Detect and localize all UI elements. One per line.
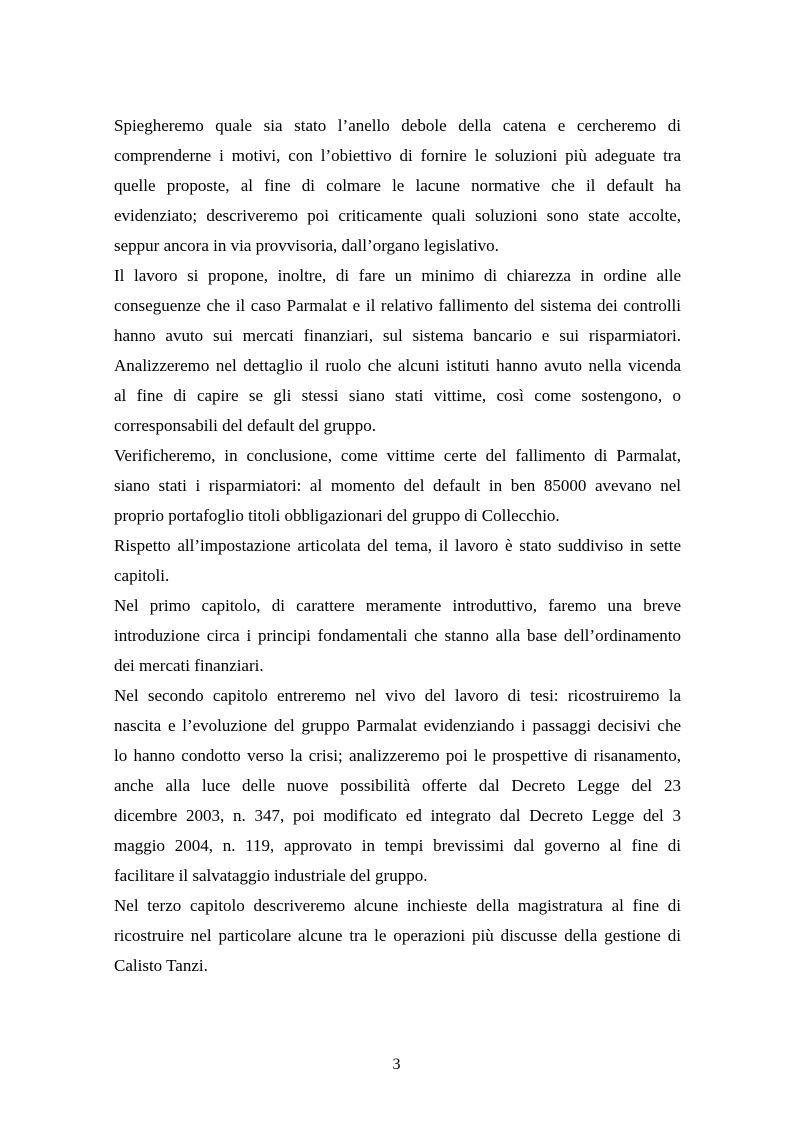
text-line: maggio 2004, n. 119, approvato in tempi brevissimi dal governo al fine di — [114, 836, 681, 855]
text-line: conseguenze che il caso Parmalat e il relativo fallimento del sistema dei controlli — [114, 296, 681, 315]
text-line: nascita e l’evoluzione del gruppo Parmalat evidenziando i passaggi decisivi che — [114, 716, 681, 735]
text-line: anche alla luce delle nuove possibilità offerte dal Decreto Legge del 23 — [114, 776, 681, 795]
paragraph-6 — [114, 681, 681, 891]
text-line: Verificheremo, in conclusione, come vittime certe del fallimento di Parmalat, — [114, 446, 681, 465]
text-line: proprio portafoglio titoli obbligazionari del gruppo di Collecchio. — [114, 506, 560, 525]
text-line: dicembre 2003, n. 347, poi modificato ed integrato dal Decreto Legge del 3 — [114, 806, 681, 825]
text-line: evidenziato; descriveremo poi criticamente quali soluzioni sono state accolte, — [114, 206, 681, 225]
paragraph-7 — [114, 891, 681, 981]
text-line: Il lavoro si propone, inoltre, di fare un minimo di chiarezza in ordine alle — [114, 266, 681, 285]
text-line: Nel secondo capitolo entreremo nel vivo del lavoro di tesi: ricostruiremo la — [114, 686, 681, 705]
paragraph-1 — [114, 111, 681, 261]
text-line: Nel terzo capitolo descriveremo alcune inchieste della magistratura al fine di — [114, 896, 681, 915]
paragraph-4 — [114, 531, 681, 591]
text-line: ricostruire nel particolare alcune tra le operazioni più discusse della gestione di — [114, 926, 681, 945]
text-line: Calisto Tanzi. — [114, 956, 208, 975]
text-line: introduzione circa i principi fondamentali che stanno alla base dell’ordinamento — [114, 626, 681, 645]
paragraph-3 — [114, 441, 681, 531]
text-line: Spiegheremo quale sia stato l’anello debole della catena e cercheremo di — [114, 116, 681, 135]
paragraph-2 — [114, 261, 681, 441]
text-line: seppur ancora in via provvisoria, dall’organo legislativo. — [114, 236, 499, 255]
paragraph-5 — [114, 591, 681, 681]
text-line: dei mercati finanziari. — [114, 656, 264, 675]
text-line: Nel primo capitolo, di carattere meramente introduttivo, faremo una breve — [114, 596, 681, 615]
text-line: hanno avuto sui mercati finanziari, sul sistema bancario e sui risparmiatori. — [114, 326, 681, 345]
text-line: quelle proposte, al fine di colmare le lacune normative che il default ha — [114, 176, 681, 195]
text-line: capitoli. — [114, 566, 170, 585]
text-line: corresponsabili del default del gruppo. — [114, 416, 377, 435]
text-line: siano stati i risparmiatori: al momento del default in ben 85000 avevano nel — [114, 476, 681, 495]
text-line: Rispetto all’impostazione articolata del tema, il lavoro è stato suddiviso in sette — [114, 536, 681, 555]
text-line: comprenderne i motivi, con l’obiettivo di fornire le soluzioni più adeguate tra — [114, 146, 681, 165]
text-line: facilitare il salvataggio industriale del gruppo. — [114, 866, 428, 885]
text-line: lo hanno condotto verso la crisi; analizzeremo poi le prospettive di risanamento, — [114, 746, 681, 765]
text-line: Analizzeremo nel dettaglio il ruolo che alcuni istituti hanno avuto nella vicenda — [114, 356, 681, 375]
text-line: al fine di capire se gli stessi siano stati vittime, così come sostengono, o — [114, 386, 681, 405]
body-text — [114, 111, 681, 981]
page-number: 3 — [392, 1056, 401, 1073]
